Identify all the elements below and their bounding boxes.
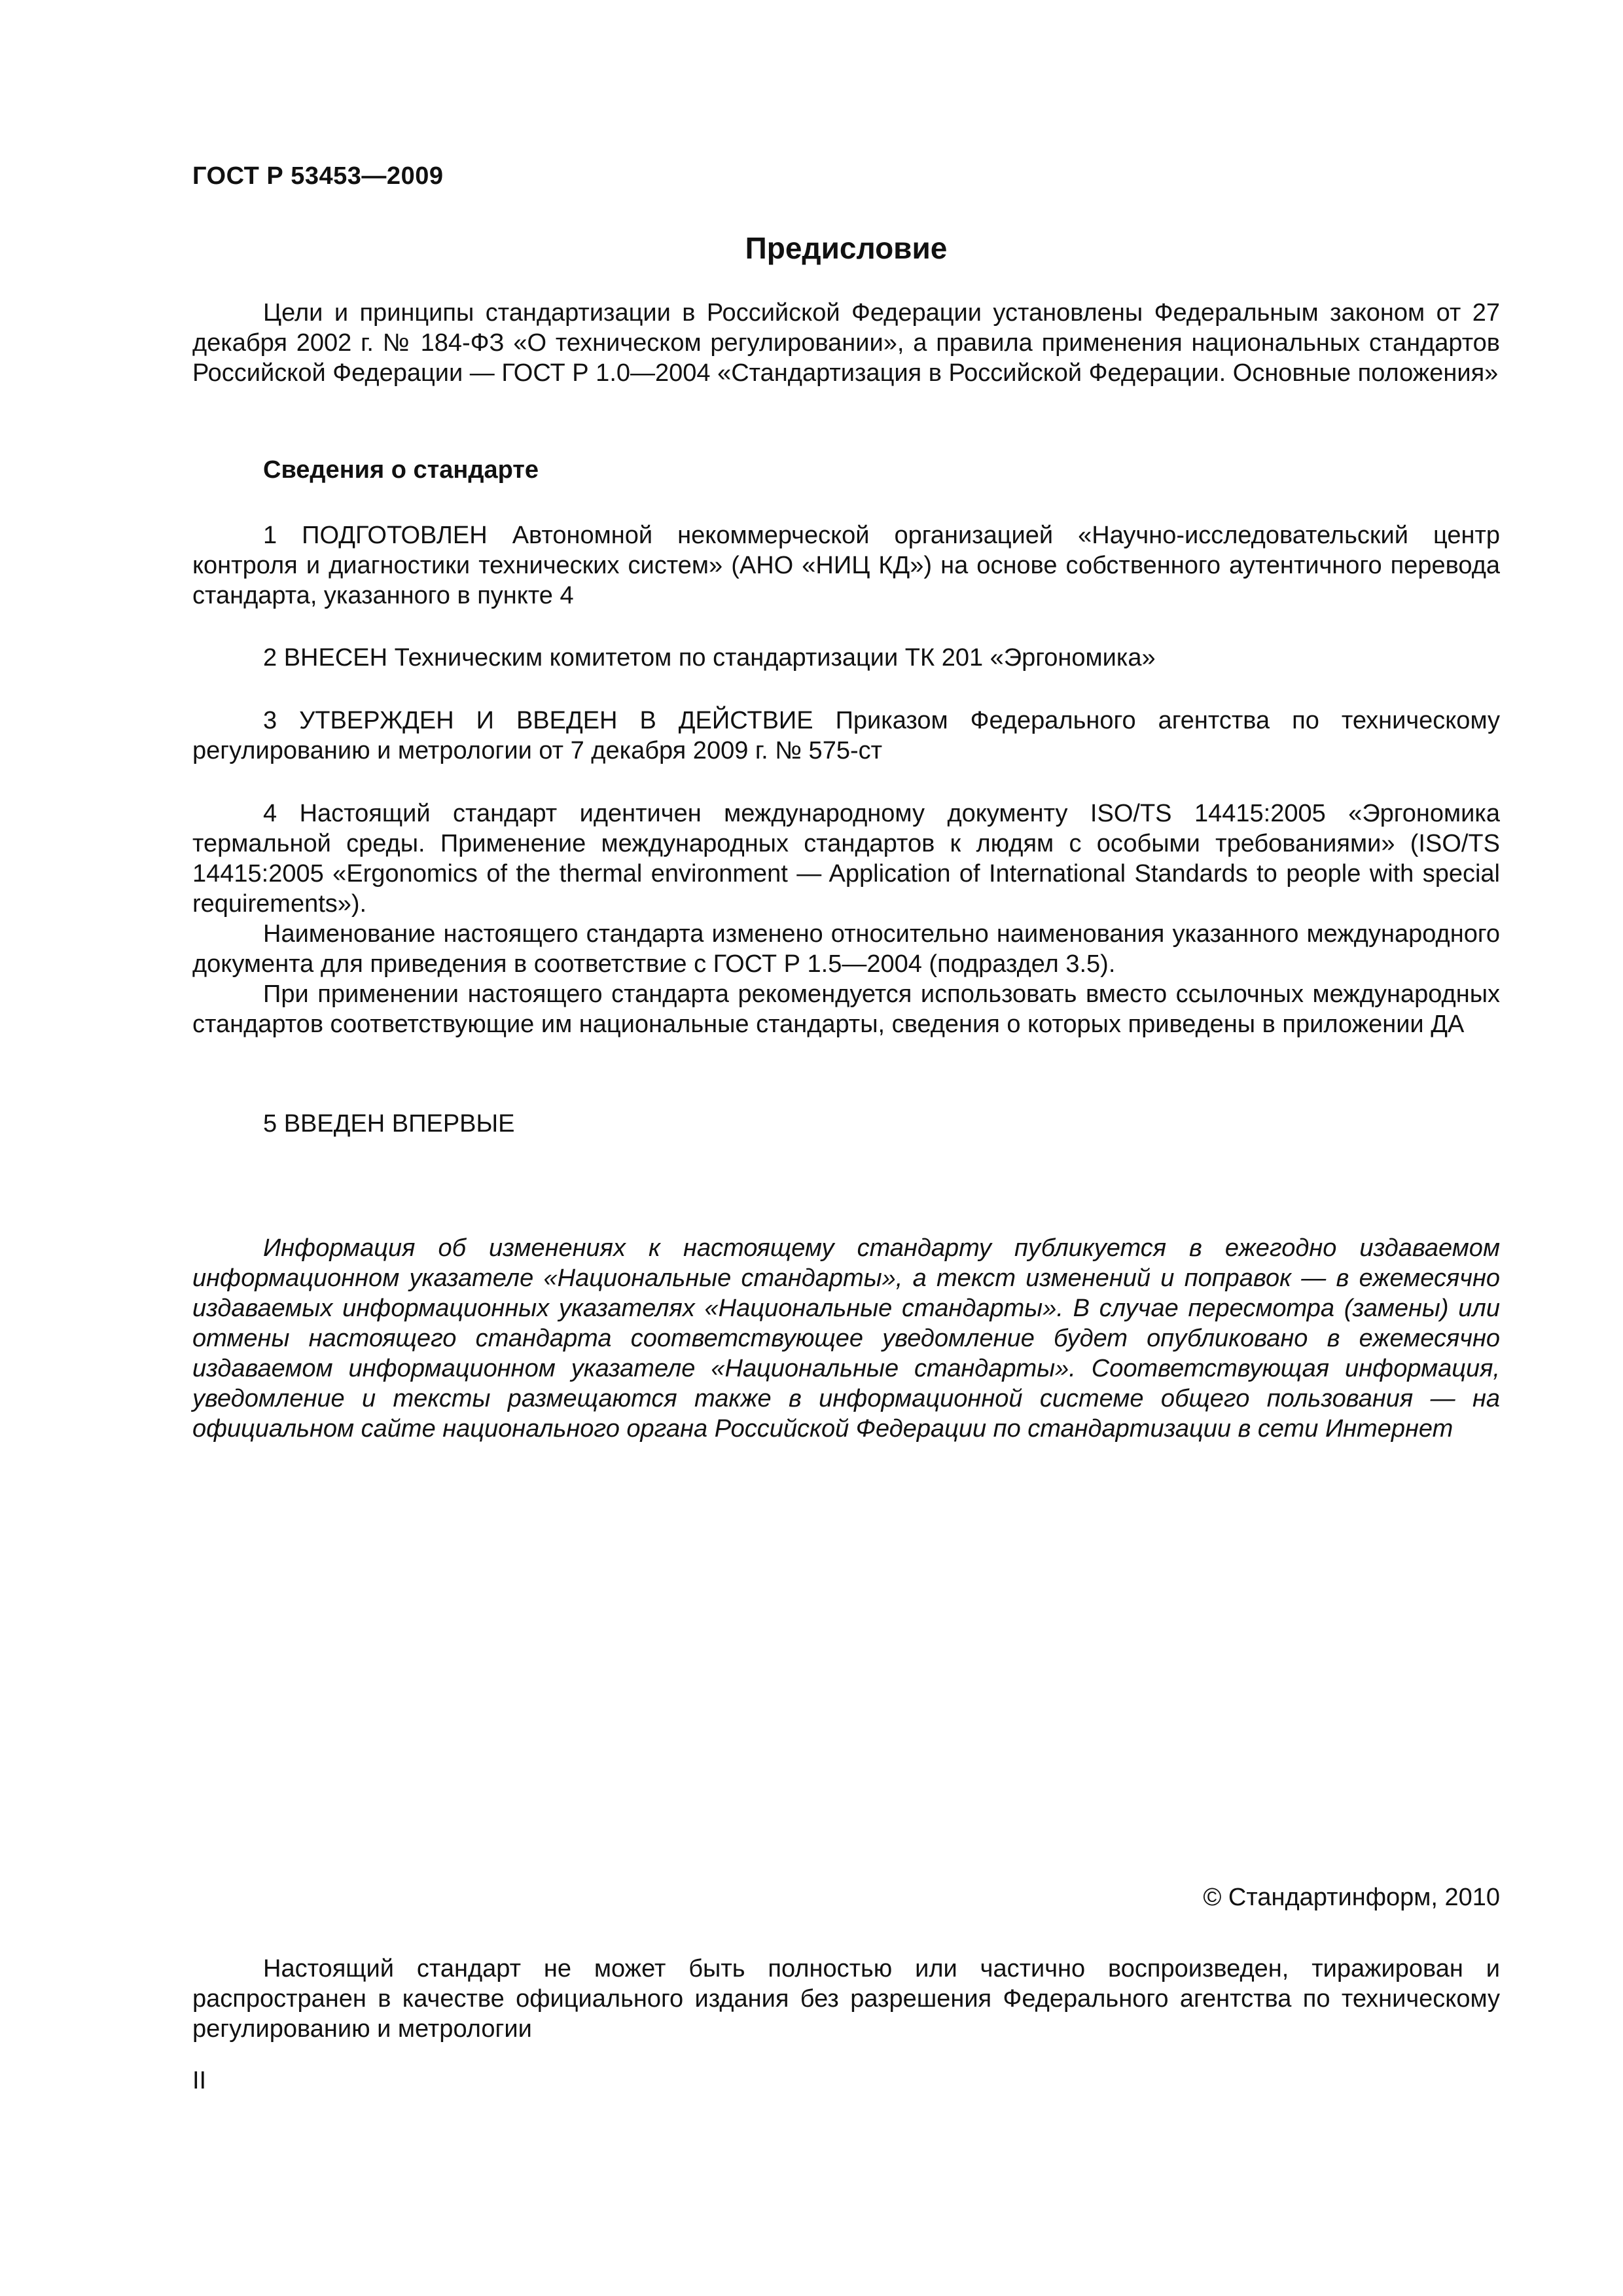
document-code-header: ГОСТ Р 53453—2009 (192, 162, 444, 190)
reproduction-restriction (192, 1954, 1500, 2044)
item-1-text: 1 ПОДГОТОВЛЕН Автономной некоммерческой организацией «Научно-исследовательский центр контроля и диагностики технических систем» (АНО «НИЦ КД») на основе собственного аутентичного перевода стандарта, указанного в пункте 4 (192, 522, 1500, 609)
standard-info-item-2 (192, 643, 1500, 673)
standard-info-item-1 (192, 520, 1500, 611)
standard-info-item-3 (192, 706, 1500, 766)
item-4-paragraph-2: Наименование настоящего стандарта изменено относительно наименования указанного международного документа для приведения в соответствие с ГОСТ Р 1.5—2004 (подраздел 3.5). (192, 920, 1500, 978)
page-title: Предисловие (745, 231, 948, 265)
item-4-paragraph-3: При применении настоящего стандарта рекомендуется использовать вместо ссылочных международных стандартов соответствующие им национальные стандарты, сведения о которых приведены в приложении ДА (192, 980, 1500, 1038)
standard-info-item-4 (192, 798, 1500, 1039)
intro-text: Цели и принципы стандартизации в Российской Федерации установлены Федеральным законом от 27 декабря 2002 г. № 184-ФЗ «О техническом регулировании», а правила применения национальных стандартов Российской Федерации — ГОСТ Р 1.0—2004 «Стандартизация в Российской Федерации. Основные положения» (192, 299, 1500, 387)
intro-paragraph (192, 298, 1500, 388)
item-5-text: 5 ВВЕДЕН ВПЕРВЫЕ (263, 1110, 515, 1138)
item-2-text: 2 ВНЕСЕН Техническим комитетом по стандартизации ТК 201 «Эргономика» (263, 644, 1156, 672)
copyright-line: © Стандартинформ, 2010 (1203, 1884, 1500, 1911)
item-3-text: 3 УТВЕРЖДЕН И ВВЕДЕН В ДЕЙСТВИЕ Приказом Федерального агентства по техническому регулированию и метрологии от 7 декабря 2009 г. № 575-ст (192, 707, 1500, 764)
page-number: II (192, 2067, 207, 2094)
changes-notice-text: Информация об изменениях к настоящему стандарту публикуется в ежегодно издаваемом информационном указателе «Национальные стандарты», а текст изменений и поправок — в ежемесячно издаваемых информационных указателях «Национальные стандарты». В случае пересмотра (замены) или отмены настоящего стандарта соответствующее уведомление будет опубликовано в ежемесячно издаваемом информационном указателе «Национальные стандарты». Соответствующая информация, уведомление и тексты размещаются также в информационной системе общего пользования — на официальном сайте национального органа Российской Федерации по стандартизации в сети Интернет (192, 1234, 1500, 1443)
item-4-paragraph-1: 4 Настоящий стандарт идентичен международному документу ISO/TS 14415:2005 «Эргономика термальной среды. Применение международных стандартов к людям с особыми требованиями» (ISO/TS 14415:2005 «Ergonomics of the thermal environment — Application of International Standards to people with special requirements»). (192, 800, 1500, 918)
section-subheading: Сведения о стандарте (263, 456, 539, 484)
reproduction-restriction-text: Настоящий стандарт не может быть полностью или частично воспроизведен, тиражирован и распространен в качестве официального издания без разрешения Федерального агентства по техническому регулированию и метрологии (192, 1955, 1500, 2043)
changes-notice (192, 1233, 1500, 1444)
standard-info-item-5 (192, 1109, 1500, 1139)
